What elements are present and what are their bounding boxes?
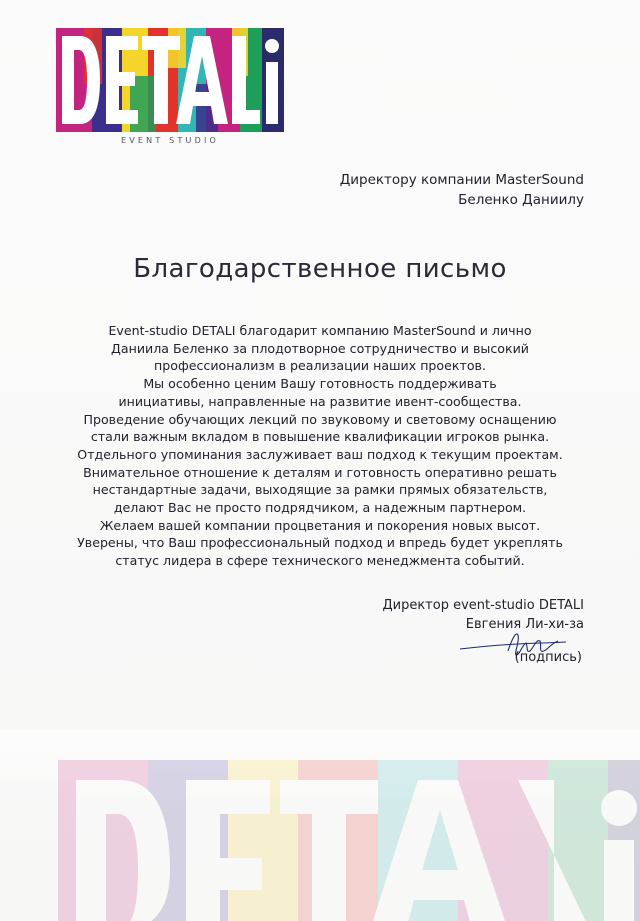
letter-title: Благодарственное письмо (133, 254, 507, 284)
body-line: Даниила Беленко за плодотворное сотрудничество и высокий (111, 340, 529, 356)
body-line: стали важным вкладом в повышение квалификации игроков рынка. (90, 429, 550, 445)
body-line: Отдельного упоминания заслуживает ваш подход к текущим проектам. (77, 446, 563, 462)
addressee-block (340, 170, 584, 210)
body-line: Мы особенно ценим Вашу готовность поддерживать (143, 376, 497, 392)
body-line: нестандартные задачи, выходящие за рамки прямых обязательств, (92, 482, 548, 498)
body-line: Event-studio DETALI благодарит компанию MasterSound и лично (108, 323, 532, 338)
body-line: делают Вас не просто подрядчиком, а надежным партнером. (113, 500, 527, 516)
body-line: Уверены, что Ваш профессиональный подход и впредь будет укреплять (77, 535, 563, 551)
signature-label: (подпись) (514, 650, 582, 665)
addressee-line-1: Директору компании MasterSound (339, 172, 584, 188)
body-line: профессионализм в реализации наших проектов. (154, 358, 486, 374)
logo-subtitle: EVENT STUDIO (120, 136, 220, 145)
letter-body (40, 322, 600, 570)
body-line: инициативы, направленные на развитие ивент-сообщества. (118, 393, 522, 409)
signer-name: Евгения Ли-хи-за (465, 617, 584, 632)
addressee-line-2: Беленко Даниилу (458, 192, 584, 208)
body-line: Проведение обучающих лекций по звуковому и световому оснащению (83, 411, 557, 427)
body-line: Желаем вашей компании процветания и покорения новых высот. (99, 517, 541, 533)
signer-position: Директор event-studio DETALI (382, 598, 584, 613)
body-line: Внимательное отношение к деталям и готовность оперативно решать (83, 464, 557, 480)
detali-watermark (58, 760, 640, 921)
body-line: статус лидера в сфере технического менеджмента событий. (115, 553, 525, 569)
detali-logo-image (56, 28, 284, 132)
detali-logo (56, 28, 284, 145)
